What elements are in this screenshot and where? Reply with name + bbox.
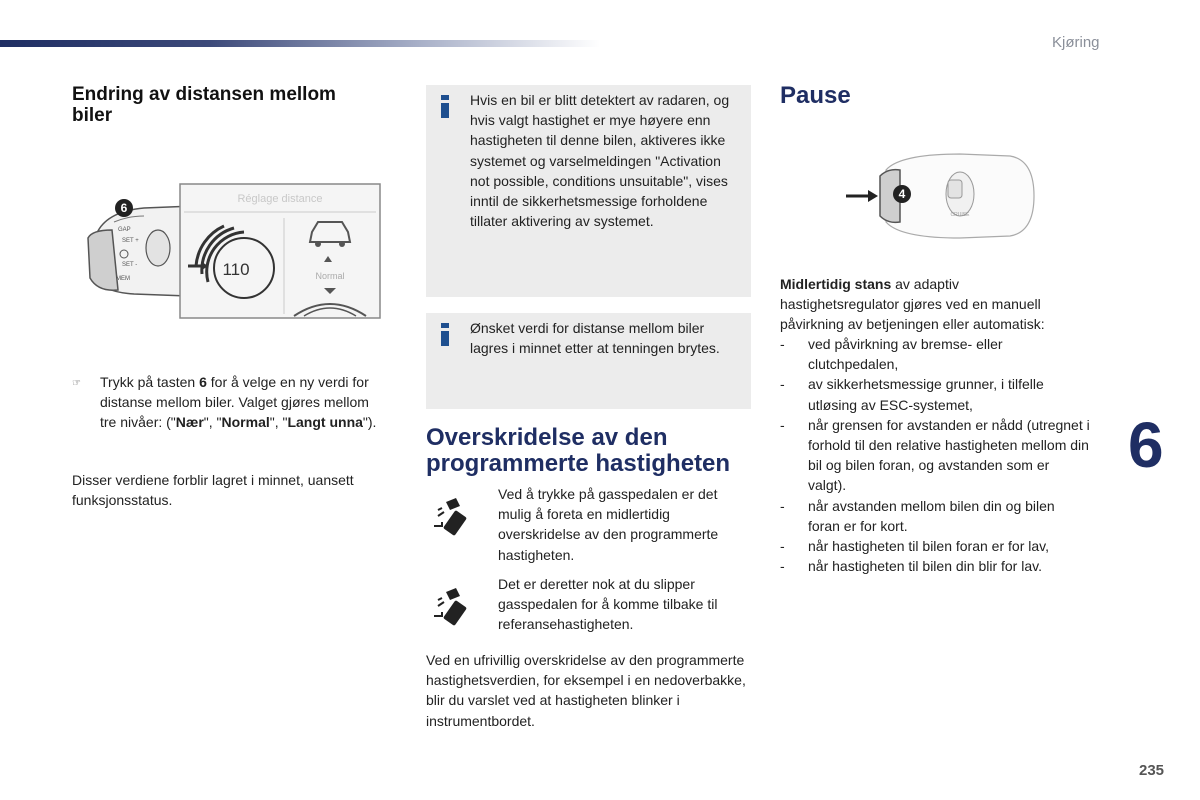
info-note-memory-text: Ønsket verdi for distanse mellom biler lagres i minnet etter at tenningen brytes. (470, 320, 720, 357)
stalk-label-gap: GAP (118, 227, 131, 233)
screen-title: Réglage distance (237, 193, 323, 205)
svg-text:6: 6 (120, 201, 128, 215)
list-item: - når hastigheten til bilen foran er for lav, (780, 538, 1049, 555)
info-note-radar (426, 85, 751, 297)
info-icon (440, 95, 450, 117)
section-title: Kjøring (1052, 34, 1100, 51)
list-item: - når hastigheten til bilen din blir for lav. (780, 558, 1042, 575)
cruise-stalk-illustration (840, 150, 1040, 242)
bullet-icon: ☞ (72, 378, 81, 389)
svg-text:4: 4 (898, 187, 906, 201)
accelerator-release-text: Det er deretter nok at du slipper gasspedalen for å komme tilbake til referansehastigheten. (498, 576, 718, 633)
info-icon (440, 323, 450, 345)
pause-figure (840, 150, 1040, 242)
list-item: - ved påvirkning av bremse- eller clutchpedalen, (780, 336, 1003, 373)
list-item: - når avstanden mellom bilen din og bilen foran er for kort. (780, 497, 1055, 534)
list-item: - av sikkerhetsmessige grunner, i tilfelle utløsing av ESC-systemet, (780, 376, 1044, 413)
speed-readout: 110 (222, 260, 250, 279)
accelerator-press-icon (432, 496, 476, 540)
info-note-memory (426, 313, 751, 409)
stalk-and-display-illustration (84, 182, 384, 322)
accelerator-press-text: Ved å trykke på gasspedalen er det mulig å foreta en midlertidig overskridelse av den programmerte hastigheten. (498, 486, 719, 563)
chapter-number: 6 (1128, 409, 1164, 481)
overspeed-warning-paragraph: Ved en ufrivillig overskridelse av den programmerte hastighetsverdien, for eksempel i en nedoverbakke, blir du varslet ved at hastigheten blinker i instrumentbordet. (426, 652, 746, 729)
stalk-label-set-plus: SET + (122, 238, 139, 244)
distance-figure (84, 182, 384, 322)
header-rule (0, 40, 600, 47)
distance-heading: Endring av distansen mellom biler (72, 84, 336, 126)
page-number: 235 (1139, 762, 1165, 779)
select-distance-instruction: Trykk på tasten 6 for å velge en ny verdi for distanse mellom biler. Valget gjøres mellom tre nivåer: ("Nær", "Normal", "Langt unna"). (100, 374, 377, 431)
memory-paragraph: Disser verdiene forblir lagret i minnet, uansett funksjonsstatus. (72, 472, 354, 509)
pause-conditions-list (780, 334, 1090, 576)
level-label: Normal (315, 271, 345, 281)
cruise-stalk-label: CRUISE (950, 212, 970, 218)
pause-intro: Midlertidig stans av adaptiv hastighetsregulator gjøres ved en manuell påvirkning av betjeningen eller automatisk: (780, 276, 1045, 333)
list-item: - når grensen for avstanden er nådd (utregnet i forhold til den relative hastigheten mellom din bil og bilen foran, og avstanden som er valgt). (780, 416, 1090, 494)
info-note-radar-text: Hvis en bil er blitt detektert av radaren, og hvis valgt hastighet er mye høyere enn hastigheten til denne bilen, aktiveres ikke systemet og varselmeldingen "Activation not possible, conditions unsuitable", vises inntil de sikkerhetsmessige forholdene tillater aktivering av systemet. (470, 92, 730, 230)
pause-heading: Pause (780, 82, 851, 109)
overspeed-heading: Overskridelse av den programmerte hastigheten (426, 424, 731, 477)
stalk-label-mem: MEM (116, 276, 130, 282)
accelerator-release-icon (432, 586, 476, 630)
stalk-label-set-minus: SET - (122, 262, 138, 268)
